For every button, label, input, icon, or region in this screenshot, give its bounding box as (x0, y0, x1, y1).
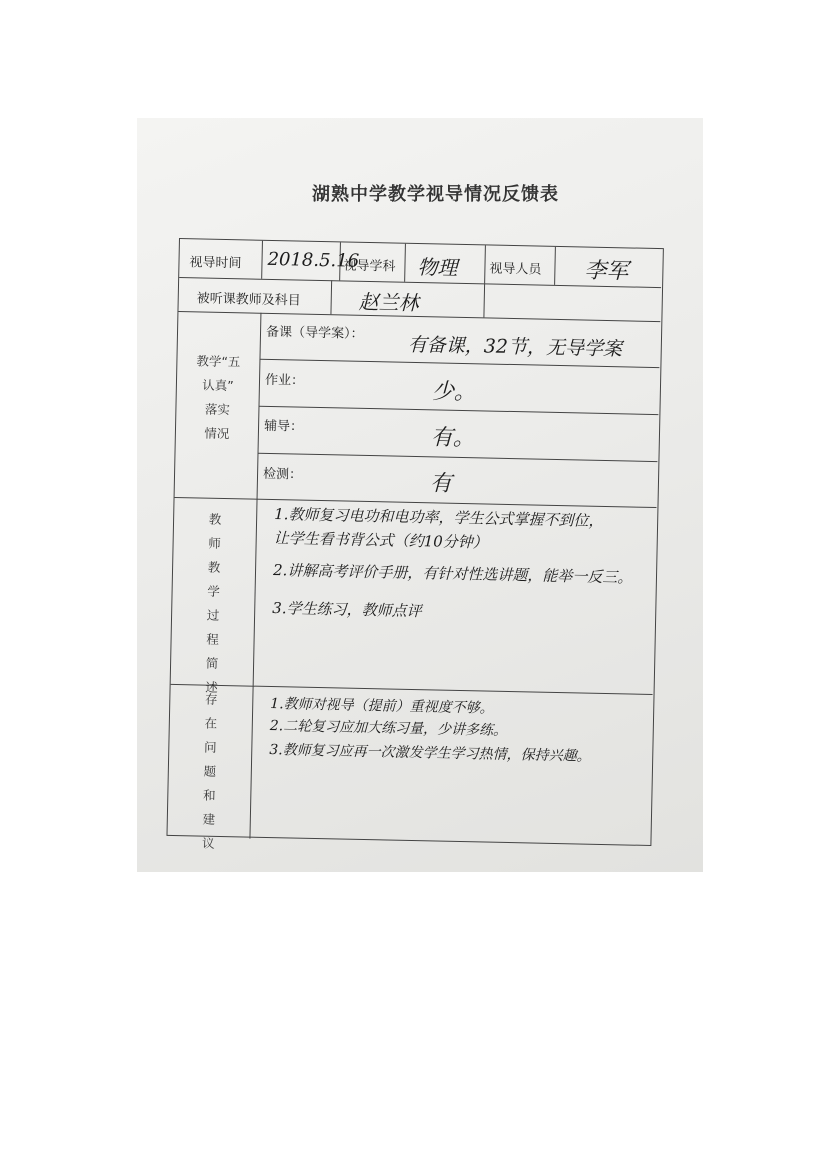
visit-time-label: 视导时间 (189, 255, 242, 272)
tutoring-label: 辅导： (263, 418, 304, 435)
visit-subject-value: 物理 (417, 255, 458, 280)
visit-time-value: 2018.5.16 (267, 248, 360, 272)
homework-label: 作业： (264, 372, 305, 389)
problem-line-3: 3.教师复习应再一次激发学生学习热情，保持兴趣。 (269, 742, 591, 765)
homework-value: 少。 (431, 379, 477, 406)
problems-label: 存 在 问 题 和 建 议 (201, 691, 218, 851)
visitor-value: 李军 (584, 258, 629, 285)
lesson-prep-value: 有备课，32节，无导学案 (407, 333, 623, 361)
five-earnest-label: 教学“五 认真” 落实 情况 (196, 353, 241, 442)
form-title: 湖熟中学教学视导情况反馈表 (312, 184, 559, 205)
testing-value: 有 (429, 471, 453, 497)
feedback-form-table (166, 238, 663, 851)
testing-label: 检测： (262, 466, 303, 483)
tutoring-value: 有。 (430, 425, 476, 452)
teacher-subject-value: 赵兰林 (358, 289, 419, 316)
document-photo (137, 118, 703, 872)
process-line-3: 2.讲解高考评价手册，有针对性选讲题，能举一反三。 (272, 561, 633, 587)
process-label: 教 师 教 学 过 程 简 述 (205, 511, 222, 695)
visitor-label: 视导人员 (489, 261, 542, 278)
problem-line-1: 1.教师对视导（提前）重视度不够。 (270, 696, 494, 717)
visit-subject-label: 视导学科 (343, 258, 396, 275)
teacher-subject-label: 被听课教师及科目 (196, 291, 301, 309)
lesson-prep-label: 备课（导学案）： (265, 324, 364, 342)
process-line-4: 3.学生练习，教师点评 (272, 599, 422, 621)
process-line-1: 1.教师复习电功和电功率，学生公式掌握不到位， (274, 505, 604, 530)
process-line-2: 让学生看书背公式（约10分钟） (273, 529, 488, 552)
problem-line-2: 2.二轮复习应加大练习量，少讲多练。 (269, 718, 508, 739)
